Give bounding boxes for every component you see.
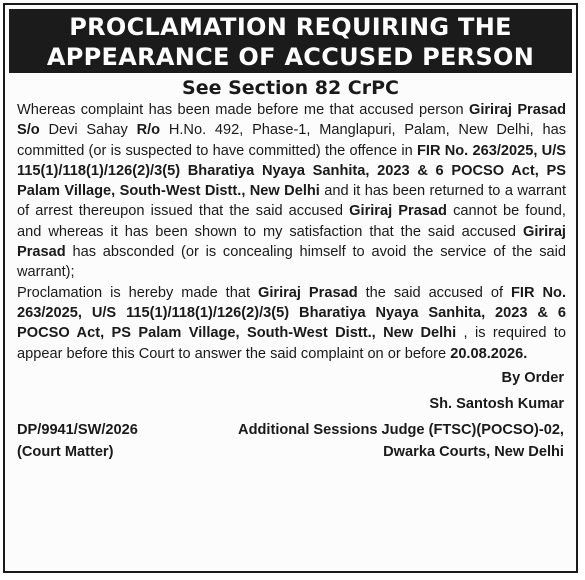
judge-name: Sh. Santosh Kumar (429, 395, 564, 412)
text-run: Devi Sahay (39, 122, 137, 139)
paragraph-complaint (17, 100, 566, 283)
text-run: , is required to appear before this Court to answer the said complaint on or before (17, 325, 566, 362)
bold-text-run: Giriraj Prasad (349, 203, 447, 220)
text-run: Whereas complaint has been made before me that accused person (17, 102, 469, 118)
text-run: and it has been returned to a warrant of arrest thereupon issued that the said accused (17, 183, 566, 220)
judge-designation: Additional Sessions Judge (FTSC)(POCSO)-02, (238, 421, 564, 438)
bold-text-run: Giriraj Prasad (257, 284, 358, 301)
text-run: Proclamation is hereby made that (17, 284, 258, 301)
text-run: the said accused of (357, 284, 512, 301)
title-line-1: PROCLAMATION REQUIRING THE (69, 13, 512, 41)
bold-text-run: Giriraj Prasad S/o (17, 102, 566, 139)
bold-text-run: 20.08.2026. (450, 345, 528, 362)
bold-text-run: R/o (136, 122, 161, 139)
court-location: Dwarka Courts, New Delhi (383, 443, 564, 460)
reference-number: DP/9941/SW/2026 (17, 421, 138, 438)
notice-body (5, 100, 576, 364)
proclamation-notice (3, 3, 578, 573)
category-label: (Court Matter) (17, 443, 114, 460)
title-line-2: APPEARANCE OF ACCUSED PERSON (46, 43, 535, 71)
text-run: H.No. 492, Phase-1, Manglapuri, Palam, New Delhi, has committed (or is suspected to have committed) the offence in (17, 122, 566, 159)
bold-text-run: Giriraj Prasad (17, 223, 566, 261)
bold-text-run: FIR No. 263/2025, U/S 115(1)/118(1)/126(2)/3(5) Bharatiya Nyaya Sanhita, 2023 & 6 POCSO Act, PS Palam Village, South-West Distt., New Delhi (17, 284, 566, 342)
section-reference: See Section 82 CrPC (182, 77, 399, 99)
paragraph-proclamation (17, 283, 566, 364)
text-run: has absconded (or is concealing himself to avoid the service of the said warrant); (17, 244, 566, 281)
text-run: cannot be found, and whereas it has been shown to my satisfaction that the said accused (17, 203, 566, 240)
bold-text-run: FIR No. 263/2025, U/S 115(1)/118(1)/126(2)/3(5) Bharatiya Nyaya Sanhita, 2023 & 6 POCSO Act, PS Palam Village, South-West Distt., New Delhi (17, 142, 566, 200)
by-order-label: By Order (501, 369, 564, 386)
notice-title-banner (9, 9, 572, 73)
notice-footer (5, 364, 576, 474)
